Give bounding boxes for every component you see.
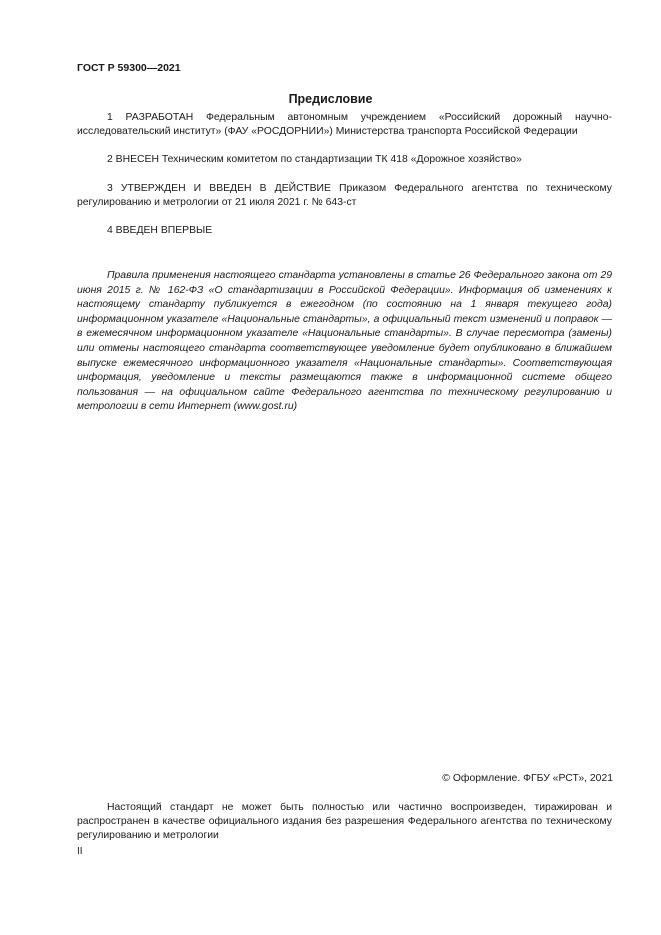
preface-item-approved: 3 УТВЕРЖДЕН И ВВЕДЕН В ДЕЙСТВИЕ Приказом Федерального агентства по техническому регулированию и метрологии от 21 июля 2021 г. № 643-ст bbox=[77, 183, 612, 208]
preface-item-introduced: 2 ВНЕСЕН Техническим комитетом по стандартизации ТК 418 «Дорожное хозяйство» bbox=[107, 154, 522, 165]
standard-code: ГОСТ Р 59300—2021 bbox=[77, 62, 181, 74]
preface-item-first-introduced: 4 ВВЕДЕН ВПЕРВЫЕ bbox=[107, 225, 213, 236]
preface-item-developed: 1 РАЗРАБОТАН Федеральным автономным учреждением «Российский дорожный научно-исследовательский институт» (ФАУ «РОСДОРНИИ») Министерства транспорта Российской Федерации bbox=[77, 112, 612, 137]
reproduction-notice: Настоящий стандарт не может быть полностью или частично воспроизведен, тиражирован и распространен в качестве официального издания без разрешения Федерального агентства по техническому регулированию и метрологии bbox=[77, 802, 612, 841]
application-rules-note: Правила применения настоящего стандарта установлены в статье 26 Федерального закона от 29 июня 2015 г. № 162-ФЗ «О стандартизации в Российской Федерации». Информация об изменениях к настоящему стандарту публикуется в ежегодном (по состоянию на 1 января текущего года) информационном указателе «Национальные стандарты», а официальный текст изменений и поправок — в ежемесячном информационном указателе «Национальные стандарты». В случае пересмотра (замены) или отмены настоящего стандарта соответствующее уведомление будет опубликовано в ближайшем выпуске ежемесячного информационного указателя «Национальные стандарты». Соответствующая информация, уведомление и тексты размещаются также в информационной системе общего пользования — на официальном сайте Федерального агентства по техническому регулированию и метрологии в сети Интернет (www.gost.ru) bbox=[77, 270, 612, 413]
copyright-line: © Оформление. ФГБУ «РСТ», 2021 bbox=[442, 773, 613, 784]
page-number: II bbox=[77, 846, 83, 857]
preface-title: Предисловие bbox=[288, 92, 373, 106]
